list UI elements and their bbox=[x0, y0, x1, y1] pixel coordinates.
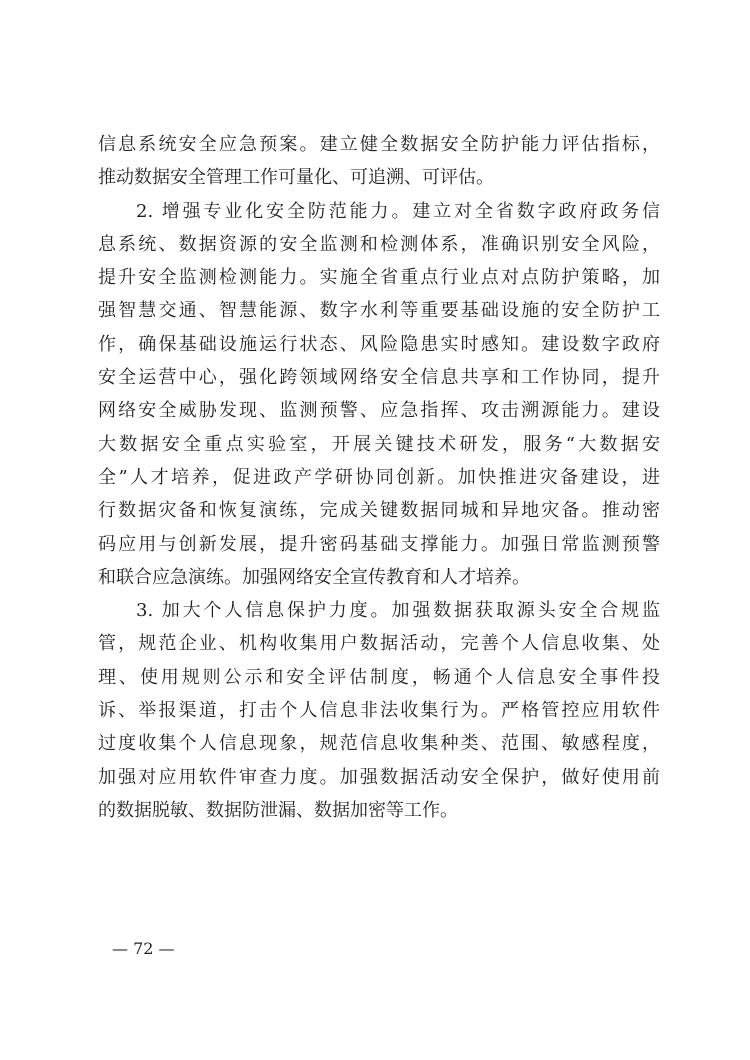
text-line: 全”人才培养，促进政产学研协同创新。加快推进灾备建设，进 bbox=[98, 466, 660, 488]
section-heading-line: 3. 加大个人信息保护力度。加强数据获取源头安全合规监 bbox=[136, 600, 660, 622]
text-line: 作，确保基础设施运行状态、风险隐患实时感知。建设数字政府 bbox=[98, 333, 660, 355]
section-heading-line: 2. 增强专业化安全防范能力。建立对全省数字政府政务信 bbox=[136, 200, 660, 222]
text-line: 强智慧交通、智慧能源、数字水利等重要基础设施的安全防护工 bbox=[98, 300, 660, 322]
text-line: 码应用与创新发展，提升密码基础支撑能力。加强日常监测预警 bbox=[98, 533, 660, 555]
text-line: 网络安全威胁发现、监测预警、应急指挥、攻击溯源能力。建设 bbox=[98, 400, 660, 422]
text-line: 行数据灾备和恢复演练，完成关键数据同城和异地灾备。推动密 bbox=[98, 500, 660, 522]
text-line: 推动数据安全管理工作可量化、可追溯、可评估。 bbox=[98, 167, 494, 189]
text-line: 诉、举报渠道，打击个人信息非法收集行为。严格管控应用软件 bbox=[98, 700, 660, 722]
page-number: — 72 — bbox=[112, 939, 175, 958]
text-line: 管，规范企业、机构收集用户数据活动，完善个人信息收集、处 bbox=[98, 633, 660, 655]
text-line: 信息系统安全应急预案。建立健全数据安全防护能力评估指标， bbox=[98, 134, 660, 155]
text-line: 过度收集个人信息现象，规范信息收集种类、范围、敏感程度， bbox=[98, 733, 660, 755]
text-line: 安全运营中心，强化跨领域网络安全信息共享和工作协同，提升 bbox=[98, 367, 660, 389]
text-line: 加强对应用软件审查力度。加强数据活动安全保护，做好使用前 bbox=[98, 766, 660, 788]
text-line: 的数据脱敏、数据防泄漏、数据加密等工作。 bbox=[98, 799, 458, 821]
body-text bbox=[98, 128, 660, 827]
text-line: 提升安全监测检测能力。实施全省重点行业点对点防护策略，加 bbox=[98, 267, 660, 289]
text-line: 和联合应急演练。加强网络安全宣传教育和人才培养。 bbox=[98, 566, 530, 588]
text-line: 理、使用规则公示和安全评估制度，畅通个人信息安全事件投 bbox=[98, 666, 660, 688]
text-line: 息系统、数据资源的安全监测和检测体系，准确识别安全风险， bbox=[98, 233, 660, 255]
text-line: 大数据安全重点实验室，开展关键技术研发，服务“大数据安 bbox=[98, 433, 660, 455]
